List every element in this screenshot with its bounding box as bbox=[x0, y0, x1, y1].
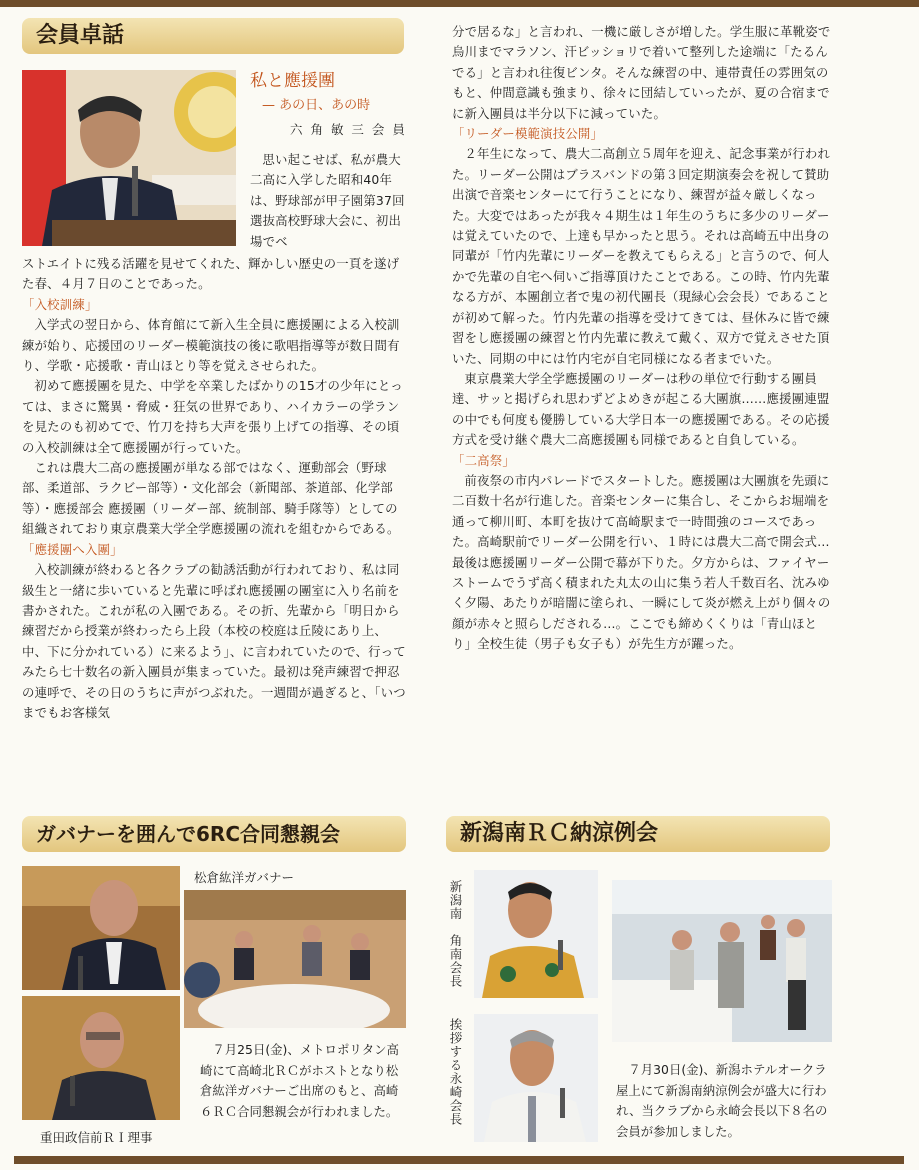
subheading-school-festival: 「二高祭」 bbox=[452, 452, 515, 468]
banquet-photo bbox=[184, 890, 406, 1028]
paragraph-5: 分で居るな」と言われ、一機に厳しさが増した。学生服に革靴姿で烏川までマラソン、汗ビッショリで着いて整列した途端に「たるんでる」と言われ往復ビンタ。そんな練習の中、連帯責任の雰囲気のもと、仲間意識も強まり、徐々に団結していったが、夏の合宿までに新入團員は半分以下に減っていた。 bbox=[452, 24, 831, 121]
article-intro-continued: ストエイトに残る活躍を見せてくれた、輝かしい歴史の一頁を遂げた春、４月７日のことであった。 bbox=[22, 256, 400, 292]
top-rule bbox=[0, 0, 919, 7]
bottom-rule bbox=[14, 1156, 904, 1164]
niigata-president-photo bbox=[474, 870, 598, 998]
paragraph-4: 入校訓練が終わると各クラブの勧誘活動が行われており、私は同級生と一緒に歩いていると先輩に呼ばれ應援團の團室に入り名前を書かされた。これが私の入團である。その折、先輩から「明日から練習だから授業が終わったら上段（本校の校庭は丘陵にあり上、中、下に分かれている）に来るよう」、に言われていたので、行ってみたら七十数名の新入團員が集まっていた。最初は発声練習で押忍の連呼で、その日のうちに声がつぶれた。一週間が過ぎると、「いつまでもお客様気 bbox=[22, 562, 406, 720]
paragraph-1: 入学式の翌日から、体育館にて新入生全員に應援團による入校訓練が始り、応援団のリーダー模範演技の後に歌唱指導等が数日間有り、学歌・応援歌・青山ほとり等を覚えさせられた。 bbox=[22, 317, 400, 374]
paragraph-3: これは農大二高の應援團が単なる部ではなく、運動部会（野球部、柔道部、ラクビー部等）・文化部会（新聞部、茶道部、化学部等）・應援部会 應援團（リーダー部、統制部、騎手隊等）としての組織されており東京農業大学全学應援團の流れを組むからである。 bbox=[22, 460, 400, 537]
niigata-event-paragraph: ７月30日(金)、新潟ホテルオークラ屋上にて新潟南納涼例会が盛大に行われ、当クラブから永崎会長以下８名の会員が参加しました。 bbox=[616, 1062, 828, 1139]
niigata-chair-photo bbox=[474, 1014, 598, 1142]
former-director-photo bbox=[22, 996, 180, 1120]
article-author: 六 角 敏 三 会 員 bbox=[290, 122, 407, 137]
subheading-leader-demo: 「リーダー模範演技公開」 bbox=[452, 126, 604, 142]
article-right-column bbox=[452, 22, 836, 655]
section-heading-governor: ガバナーを囲んで6RC合同懇親会 bbox=[22, 816, 406, 852]
speaker-photo bbox=[22, 70, 236, 246]
niigata-event-text bbox=[616, 1060, 834, 1142]
paragraph-2: 初めて應援團を見た、中学を卒業したばかりの15才の少年にとっては、まさに驚異・脅威・狂気の世界であり、ハイカラーの学ランを見たのも初めてで、竹刀を持ち大声を張り上げての指導、その頃の入校訓練は全て應援團が行っていた。 bbox=[22, 378, 403, 455]
article-subtitle: — あの日、あの時 bbox=[262, 98, 371, 113]
governor-event-text bbox=[200, 1040, 410, 1122]
subheading-training: 「入校訓練」 bbox=[22, 296, 98, 312]
governor-photo bbox=[22, 866, 180, 990]
caption-former-director: 重田政信前ＲＩ理事 bbox=[40, 1130, 153, 1145]
caption-niigata-chair: 挨拶する永崎会長 bbox=[448, 1018, 463, 1126]
section-heading-niigata: 新潟南ＲＣ納涼例会 bbox=[446, 816, 830, 852]
article-intro-wrap bbox=[250, 150, 406, 252]
governor-event-paragraph: ７月25日(金)、メトロポリタン高崎にて高崎北ＲＣがホストとなり松倉紘洋ガバナーご出席のもと、高崎６ＲＣ合同懇親会が行われました。 bbox=[200, 1042, 399, 1119]
niigata-rooftop-photo bbox=[612, 880, 832, 1042]
article-intro: 思い起こせば、私が農大二高に入学した昭和40年は、野球部が甲子園第37回選抜高校野球大会に、初出場でベ bbox=[250, 152, 405, 249]
article-left-column bbox=[22, 254, 406, 723]
paragraph-8: 前夜祭の市内パレードでスタートした。應援團は大團旗を先頭に二百数十名が行進した。音楽センターに集合し、そこからお堀端を通って柳川町、本町を抜けて高崎駅まで一時間強のコースであった。高崎駅前でリーダー公開を行い、１時には農大二高で開会式…最後は應援團リーダー公開で幕が下りた。夕方からは、ファイヤーストームでうず高く積まれた丸太の山に集う若人千数百名、沈みゆく夕陽、あたりが暗闇に塗られ、一瞬にして炎が燃え上がり個々の顔が赤々と照らしだされる…。ここでも締めくくりは「青山ほとり」全校生徒（男子も女子も）が先生方が躍った。 bbox=[452, 472, 831, 652]
section-heading-member-talk: 会員卓話 bbox=[22, 18, 404, 54]
article-title: 私と應援團 bbox=[250, 71, 335, 91]
caption-niigata-president: 新潟南 角南会長 bbox=[448, 880, 463, 988]
subheading-joining: 「應援團へ入團」 bbox=[22, 541, 123, 557]
paragraph-7: 東京農業大学全学應援團のリーダーは秒の単位で行動する團員達、サッと掲げられ思わずどよめきが起こる大團旗……應援團連盟の中でも何度も優勝している大学日本一の應援團である。その応援方式を受け継ぐ農大二高應援團も同様であると自負している。 bbox=[452, 370, 830, 448]
caption-governor: 松倉紘洋ガバナー bbox=[194, 870, 295, 885]
paragraph-6: ２年生になって、農大二高創立５周年を迎え、記念事業が行われた。リーダー公開はブラスバンドの第３回定期演奏会を祝して賛助出演で音楽センターにて行うことになり、練習が益々厳しくなった。大変ではあったが我々４期生は１年生のうちに多少のリーダーは覚えていたので、上達も早かったと思う。それは高崎五中出身の同輩が「竹内先輩にリーダーを教えてもらえる」と言うので、何人かで先輩の自宅へ伺いご指導頂けたことである。この時、竹内先輩なる方が、本團創立者で鬼の初代團長（現緑心会会長）であることが初めて解った。竹内先輩の指導を受けてきては、昼休みに皆で練習をし應援團の練習と竹内先輩に教えて戴く、双方で覚えさせた頂いた、同期の中には竹内宅が自宅同様になる者までいた。 bbox=[452, 146, 831, 366]
